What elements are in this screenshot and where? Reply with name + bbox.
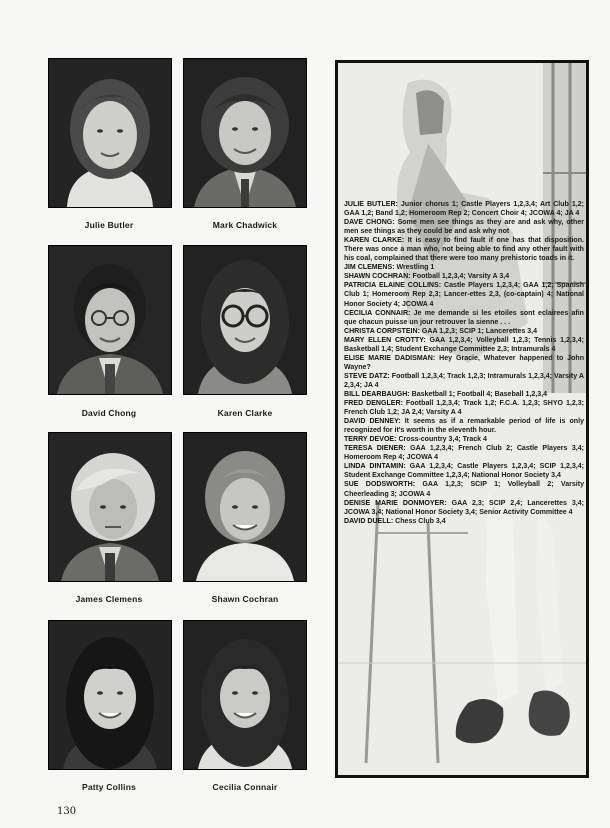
bio-name: CECILIA CONNAIR:	[344, 309, 411, 317]
bio-name: DAVID DENNEY:	[344, 418, 401, 426]
bio-name: BILL DEARBAUGH:	[344, 390, 410, 398]
bio-name: ELISE MARIE DADISMAN:	[344, 354, 436, 362]
caption-cecilia-connair: Cecilia Connair	[212, 782, 278, 792]
bio-text: GAA 1,2,3,4; Castle Players 1,2,3,4; SCIP 1,2,3,4; Student Exchange Committee 1,2,3,4; National Honor Society 3,4	[344, 463, 584, 480]
bio-name: DAVID DUELL:	[344, 517, 394, 525]
senior-bio-panel	[335, 60, 589, 778]
portrait-shawn-cochran	[183, 432, 307, 582]
portrait-cecilia-connair	[183, 620, 307, 770]
bio-text: GAA 1,2,3; SCIP 1; Lancerettes 3,4	[419, 327, 538, 335]
caption-shawn-cochran: Shawn Cochran	[211, 594, 279, 604]
caption-mark-chadwick: Mark Chadwick	[212, 220, 278, 230]
bio-entry	[344, 417, 584, 435]
bio-name: STEVE DATZ:	[344, 372, 390, 380]
bio-text: GAA 1,2,3; SCIP 1; Volleyball 2; Varsity Cheerleading 3; JCOWA 4	[344, 481, 584, 498]
bio-entry	[344, 390, 584, 399]
caption-julie-butler: Julie Butler	[84, 220, 134, 230]
bio-name: SHAWN COCHRAN:	[344, 273, 411, 281]
bio-text: GAA 2,3; SCIP 2,4; Lancerettes 3,4; JCOWA 3,4; National Honor Society 3,4; Senior Activity Committee 4	[344, 499, 584, 516]
portrait-photo-cecilia-connair	[184, 621, 306, 769]
bio-text: Hey Gracie, Whatever happened to John Wayne?	[344, 354, 584, 371]
bio-text: GAA 1,2,3,4; Volleyball 1,2,3; Tennis 1,2,3,4; Basketball 1,4; Student Exchange Committee 2,3; Intramurals 4	[344, 336, 584, 353]
bio-entry	[344, 372, 584, 390]
bio-name: TERRY DEVOE:	[344, 436, 397, 444]
bio-name: PATRICIA ELAINE COLLINS:	[344, 282, 442, 290]
bio-entry	[344, 480, 584, 498]
bio-text: Football 1,2,3,4; Track 1,2; F.C.A. 1,2,3; SHYO 1,2,3; French Club 1,2; JA 2,4; Varsity A 4	[344, 400, 584, 417]
bio-text: Basketball 1; Football 4; Baseball 1,2,3,4	[409, 390, 548, 398]
caption-david-chong: David Chong	[81, 408, 137, 418]
bio-entry	[344, 435, 584, 444]
bio-entry	[344, 263, 584, 272]
bio-name: CHRISTA CORPSTEIN:	[344, 327, 420, 335]
bio-name: DENISE MARIE DONMOYER:	[344, 499, 447, 507]
bio-entry	[344, 218, 584, 236]
bio-entry	[344, 399, 584, 417]
bio-text: Junior chorus 1; Castle Players 1,2,3,4; Art Club 1,2; GAA 1,2; Band 1,2; Homeroom Rep 2; Concert Choir 4; JCOWA 4; JA 4	[344, 201, 584, 218]
portrait-karen-clarke	[183, 245, 307, 395]
portrait-patty-collins	[48, 620, 172, 770]
portrait-photo-david-chong	[49, 246, 171, 394]
bio-name: KAREN CLARKE:	[344, 237, 405, 245]
bio-text: Castle Players 1,2,3,4; GAA 1,2; Spanish Club 1; Homeroom Rep 2,3; Lancer-ettes 2,3, (co-captain) 4; National Honor Society 4; JCOWA 4	[344, 282, 584, 308]
bio-name: JULIE BUTLER:	[344, 201, 398, 208]
bio-text: GAA 1,2,3,4; French Club 2; Castle Players 3,4; Homeroom Rep 4; JCOWA 4	[344, 445, 584, 462]
portrait-julie-butler	[48, 58, 172, 208]
bio-name: DAVE CHONG:	[344, 219, 395, 227]
portrait-photo-julie-butler	[49, 59, 171, 207]
bio-text: Football 1,2,3,4; Track 1,2,3; Intramurals 1,2,3,4; Varsity A 2,3,4; JA 4	[344, 372, 584, 389]
portrait-mark-chadwick	[183, 58, 307, 208]
caption-patty-collins: Patty Collins	[81, 782, 137, 792]
bio-text: It is easy to find fault if one has that disposition. There was once a man who, not being able to find any other fault with his coal, complained that there were too many prehistoric toads in it.	[344, 237, 584, 263]
bio-name: JIM CLEMENS:	[344, 264, 395, 272]
bio-entry	[344, 336, 584, 354]
bio-text: Wrestling 1	[394, 264, 435, 272]
bio-entry	[344, 200, 584, 218]
portrait-photo-patty-collins	[49, 621, 171, 769]
bio-entry	[344, 272, 584, 281]
bio-entry	[344, 462, 584, 480]
bio-name: TERESA DIENER:	[344, 445, 406, 453]
portrait-photo-shawn-cochran	[184, 433, 306, 581]
senior-bio-list	[344, 200, 584, 526]
bio-name: LINDA DINTAMIN:	[344, 463, 406, 471]
bio-text: It seems as if a remarkable period of life is only recognized for it's worth in the eleventh hour.	[344, 418, 584, 435]
bio-text: Some men see things as they are and ask why, other men see things as they could be and ask why not	[344, 219, 585, 236]
caption-james-clemens: James Clemens	[75, 594, 143, 604]
page-number: 130	[57, 806, 77, 817]
portrait-photo-karen-clarke	[184, 246, 306, 394]
bio-entry	[344, 499, 584, 517]
bio-entry	[344, 444, 584, 462]
bio-entry	[344, 236, 584, 263]
bio-name: FRED DENGLER:	[344, 400, 403, 408]
caption-karen-clarke: Karen Clarke	[217, 408, 273, 418]
bio-entry	[344, 327, 584, 336]
bio-entry	[344, 281, 584, 308]
bio-text: Cross-country 3,4; Track 4	[396, 436, 487, 444]
bio-entry	[344, 517, 584, 526]
bio-entry	[344, 309, 584, 327]
bio-text: Chess Club 3,4	[393, 517, 446, 525]
portrait-david-chong	[48, 245, 172, 395]
bio-text: Je me demande si les etoiles sont eclairees afin que chacun puisse un jour retrouver la sienne . . .	[344, 309, 584, 326]
bio-name: SUE DODSWORTH:	[344, 481, 416, 489]
bio-name: MARY ELLEN CROTTY:	[344, 336, 426, 344]
bio-text: Football 1,2,3,4; Varsity A 3,4	[410, 273, 510, 281]
portrait-photo-james-clemens	[49, 433, 171, 581]
portrait-james-clemens	[48, 432, 172, 582]
bio-entry	[344, 354, 584, 372]
portrait-photo-mark-chadwick	[184, 59, 306, 207]
